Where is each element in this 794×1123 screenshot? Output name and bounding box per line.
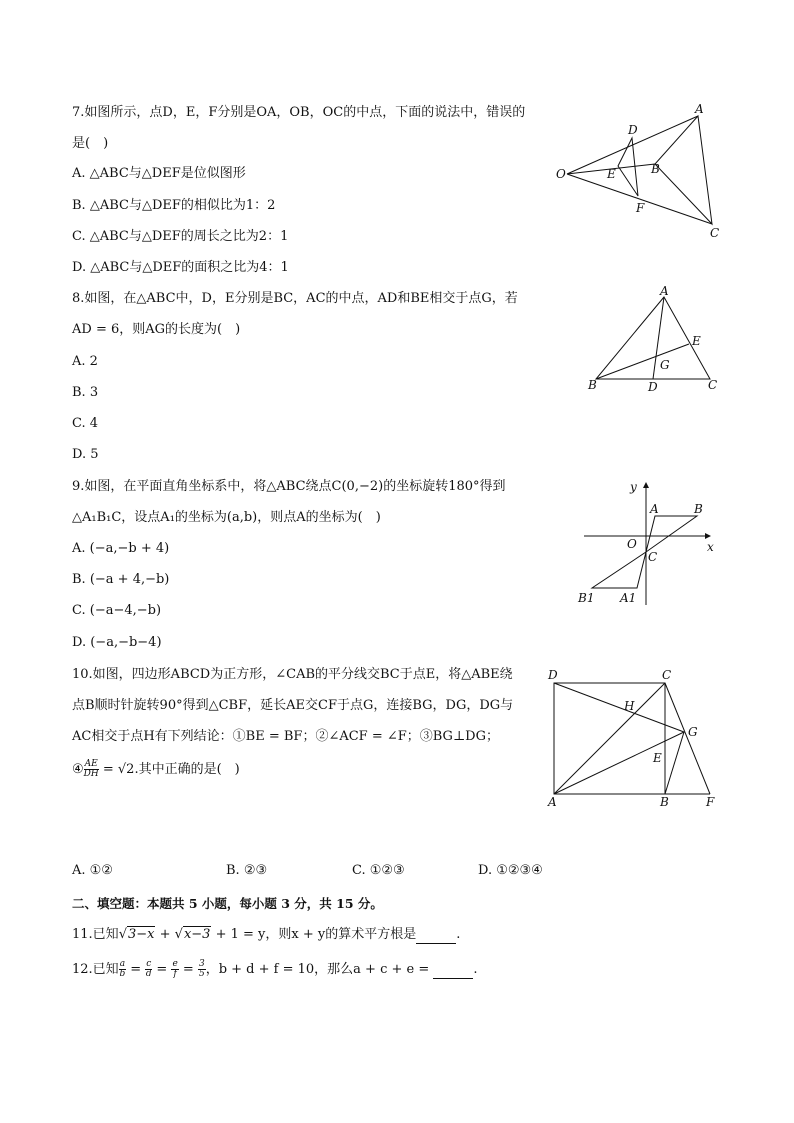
- q10-label-c: C: [662, 668, 672, 682]
- q10-option-c: C. ①②③: [352, 863, 405, 878]
- q11-answer-blank[interactable]: [416, 929, 456, 944]
- q9-label-b: B: [694, 502, 703, 516]
- q12-frac-ef-den: f: [173, 969, 177, 979]
- q10-label-g: G: [688, 725, 698, 739]
- q8-stem-line1: 8.如图，在△ABC中，D，E分别是BC，AC的中点，AD和BE相交于点G，若: [72, 291, 518, 306]
- q12-stem: 12.已知 $\frac{a}{b}$ = $\frac{c}{d}$ = $\frac{e}{f}$ = $\frac{3}{5}$ ，b + d + f = 10，那么a + c + e = .: [72, 959, 478, 979]
- q11-mid: +: [155, 927, 175, 942]
- q9-option-c: C. (−a−4,−b): [72, 603, 162, 618]
- q10-option-d: D. ①②③④: [478, 863, 543, 878]
- q11-sqrt2-sign: √: [174, 927, 183, 942]
- q11-end: .: [456, 927, 461, 942]
- q7-option-a: A. △ABC与△DEF是位似图形: [72, 166, 246, 181]
- q9-label-y: y: [630, 480, 637, 494]
- q9-stem-line2: △A₁B₁C，设点A₁的坐标为(a,b)，则点A的坐标为( ): [72, 510, 381, 525]
- q10-stem-line3: AC相交于点H有下列结论：①BE = BF；②∠ACF = ∠F；③BG⊥DG；: [72, 729, 499, 744]
- q10-label-h: H: [624, 699, 635, 713]
- q10-option-a: A. ①②: [72, 863, 113, 878]
- q9-label-a1: A1: [620, 591, 637, 605]
- section2-heading: 二、填空题：本题共 5 小题，每小题 3 分，共 15 分。: [72, 896, 383, 911]
- q10-label-d: D: [548, 668, 558, 682]
- q7-label-f: F: [636, 201, 645, 215]
- q11-radicand1: 3−x: [127, 927, 155, 942]
- q10-label-e: E: [653, 751, 662, 765]
- q7-label-c: C: [710, 226, 720, 240]
- q8-label-a: A: [660, 285, 669, 298]
- q10-label-a: A: [548, 795, 557, 809]
- q7-label-d: D: [628, 123, 638, 137]
- q10-stem-line2: 点B顺时针旋转90°得到△CBF，延长AE交CF于点G，连接BG，DG，DG与: [72, 698, 514, 713]
- q8-label-e: E: [692, 334, 701, 348]
- q8-stem-line2: AD = 6，则AG的长度为( ): [72, 322, 241, 337]
- q8-option-b: B. 3: [72, 385, 99, 400]
- q12-frac-35-num: 3: [198, 959, 205, 969]
- q9-triangle-a1b1c: [592, 552, 646, 588]
- q10-stem-line4-suffix: = √2.其中正确的是( ): [98, 762, 240, 777]
- q12-frac-cd: [145, 960, 152, 979]
- q12-frac-ef-num: e: [172, 959, 178, 969]
- q10-stem-line1: 10.如图，四边形ABCD为正方形，∠CAB的平分线交BC于点E，将△ABE绕: [72, 667, 513, 682]
- q8-option-c: C. 4: [72, 416, 99, 431]
- q10-label-f: F: [706, 795, 715, 809]
- q7-figure: [550, 100, 730, 245]
- q12-frac-35-den: 5: [198, 969, 205, 979]
- q9-label-c: C: [648, 550, 658, 564]
- q10-frac-den: DH: [83, 769, 99, 779]
- q9-figure: [570, 475, 730, 615]
- q11-stem: [72, 926, 460, 944]
- q10-stem-line4: [72, 760, 240, 779]
- q7-label-b: B: [651, 162, 660, 176]
- q9-option-d: D. (−a,−b−4): [72, 635, 162, 650]
- q12-frac-cd-num: c: [146, 959, 152, 969]
- q8-label-g: G: [660, 358, 670, 372]
- q9-option-b: B. (−a + 4,−b): [72, 572, 170, 587]
- q11-prefix: 11.已知: [72, 927, 119, 942]
- q12-frac-35: [198, 960, 206, 979]
- q11-sqrt1-sign: √: [118, 927, 127, 942]
- q12-frac-cd-den: d: [145, 969, 152, 979]
- q8-label-d: D: [648, 380, 658, 394]
- q10-frac-num: AE: [84, 759, 98, 769]
- q9-stem-line1: 9.如图，在平面直角坐标系中，将△ABC绕点C(0,−2)的坐标旋转180°得到: [72, 479, 506, 494]
- q10-label-b: B: [660, 795, 669, 809]
- q12-prefix: 12.已知: [72, 962, 119, 977]
- q10-figure: [540, 665, 730, 810]
- q7-label-o: O: [556, 167, 566, 181]
- q7-stem-line2: 是( ): [72, 136, 109, 151]
- q12-suffix: ，b + d + f = 10，那么a + c + e =: [205, 962, 434, 977]
- q8-label-b: B: [588, 378, 597, 392]
- q9-triangle-abc: [646, 516, 697, 552]
- q9-label-a: A: [650, 502, 659, 516]
- q10-option-b: B. ②③: [226, 863, 268, 878]
- q12-end: .: [473, 962, 478, 977]
- q9-label-o: O: [627, 537, 637, 551]
- q12-frac-ab: [119, 960, 126, 979]
- q8-option-d: D. 5: [72, 447, 99, 462]
- q11-suffix: + 1 = y，则x + y的算术平方根是: [211, 927, 417, 942]
- q7-option-d: D. △ABC与△DEF的面积之比为4：1: [72, 260, 289, 275]
- q12-frac-ab-den: b: [119, 969, 126, 979]
- q7-option-c: C. △ABC与△DEF的周长之比为2：1: [72, 229, 289, 244]
- q9-label-b1: B1: [578, 591, 595, 605]
- q12-answer-blank[interactable]: [433, 964, 473, 979]
- q10-circled-4: ④: [72, 762, 84, 777]
- q9-label-x: x: [707, 540, 714, 554]
- q10-fraction-ae-dh: [84, 760, 99, 779]
- q12-frac-ab-num: a: [119, 959, 126, 969]
- q8-figure: [580, 285, 730, 397]
- q7-stem-line1: 7.如图所示，点D，E，F分别是OA，OB，OC的中点，下面的说法中，错误的: [72, 105, 526, 120]
- q7-label-e: E: [607, 167, 616, 181]
- q11-radicand2: x−3: [183, 927, 211, 942]
- q8-label-c: C: [708, 378, 718, 392]
- q7-option-b: B. △ABC与△DEF的相似比为1：2: [72, 198, 276, 213]
- q8-option-a: A. 2: [72, 354, 98, 369]
- q12-frac-ef: [171, 960, 178, 979]
- q7-label-a: A: [695, 102, 704, 116]
- q9-option-a: A. (−a,−b + 4): [72, 541, 170, 556]
